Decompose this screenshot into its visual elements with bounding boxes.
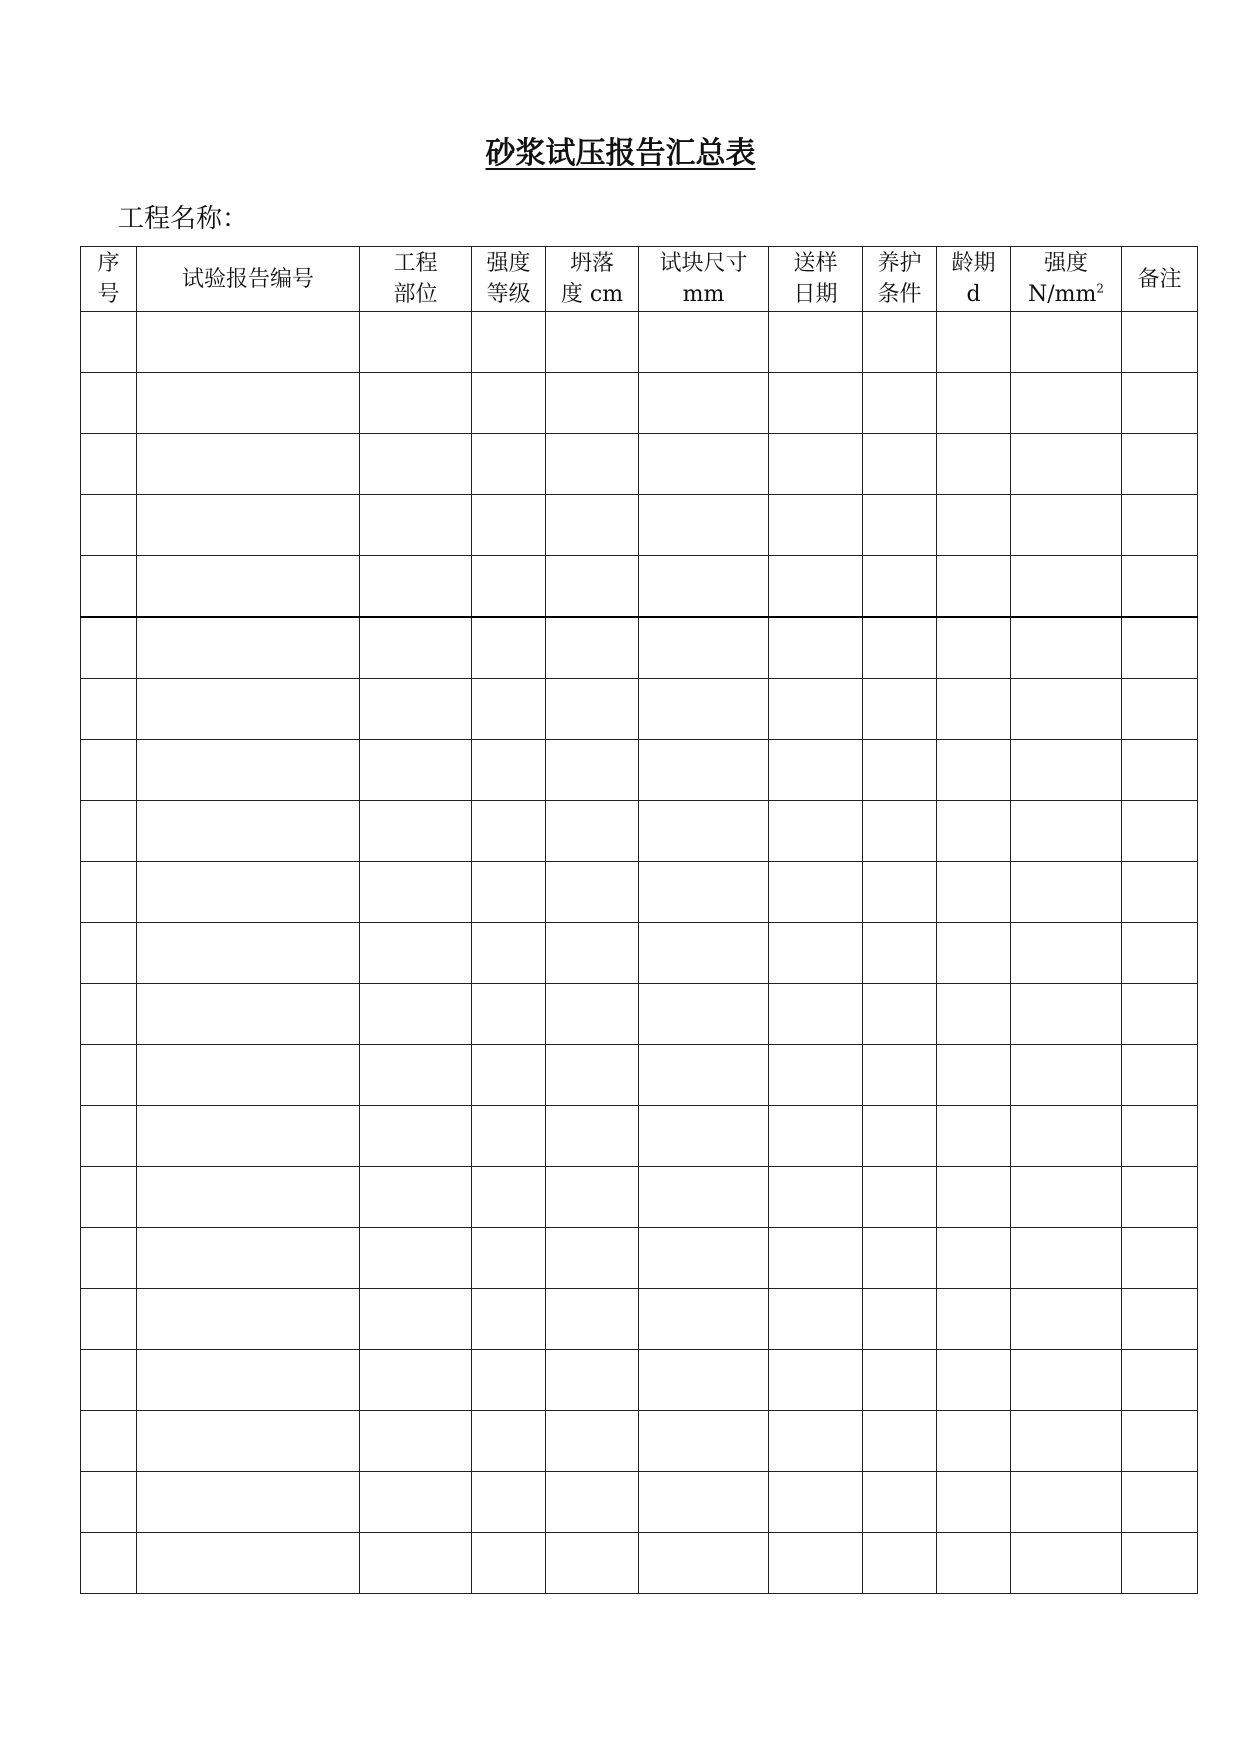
table-cell[interactable] — [639, 740, 769, 801]
table-cell[interactable] — [137, 1289, 360, 1350]
column-header-line: 序 — [97, 251, 120, 276]
table-cell[interactable] — [137, 373, 360, 434]
report-summary-table — [80, 246, 1198, 1594]
column-header — [1011, 247, 1122, 312]
table-cell[interactable] — [639, 1106, 769, 1167]
column-header-line: 送样 — [793, 251, 838, 276]
table-cell[interactable] — [863, 923, 937, 984]
table-cell[interactable] — [81, 617, 137, 679]
table-cell[interactable] — [360, 556, 472, 618]
table-cell[interactable] — [937, 312, 1011, 373]
table-cell[interactable] — [546, 1533, 639, 1594]
table-cell[interactable] — [137, 984, 360, 1045]
table-cell[interactable] — [769, 312, 863, 373]
table-cell[interactable] — [81, 1167, 137, 1228]
column-header-line: $N/mm^2$ — [1027, 281, 1105, 307]
table-cell[interactable] — [863, 495, 937, 556]
table-cell[interactable] — [81, 495, 137, 556]
table-cell[interactable] — [137, 1106, 360, 1167]
table-cell[interactable] — [472, 862, 546, 923]
table-cell[interactable] — [137, 312, 360, 373]
table-cell[interactable] — [472, 923, 546, 984]
table-cell[interactable] — [937, 1228, 1011, 1289]
table-cell[interactable] — [863, 740, 937, 801]
table-cell[interactable] — [137, 495, 360, 556]
column-header-line: 强度 — [1043, 251, 1088, 276]
table-cell[interactable] — [769, 1228, 863, 1289]
table-cell[interactable] — [472, 1289, 546, 1350]
table-cell[interactable] — [769, 617, 863, 679]
table-cell[interactable] — [546, 495, 639, 556]
table-cell[interactable] — [1122, 740, 1198, 801]
table-cell[interactable] — [769, 373, 863, 434]
table-cell[interactable] — [360, 373, 472, 434]
table-cell[interactable] — [769, 1411, 863, 1472]
table-cell[interactable] — [639, 495, 769, 556]
table-cell[interactable] — [1011, 1472, 1122, 1533]
column-header-line: 坍落 — [569, 251, 614, 276]
table-cell[interactable] — [137, 923, 360, 984]
table-cell[interactable] — [1011, 495, 1122, 556]
table-cell[interactable] — [863, 1289, 937, 1350]
table-cell[interactable] — [639, 373, 769, 434]
table-row — [81, 1045, 1198, 1106]
table-cell[interactable] — [1122, 862, 1198, 923]
table-row — [81, 679, 1198, 740]
table-cell[interactable] — [137, 740, 360, 801]
table-cell[interactable] — [1011, 1167, 1122, 1228]
table-cell[interactable] — [639, 1411, 769, 1472]
table-cell[interactable] — [1122, 556, 1198, 618]
table-cell[interactable] — [360, 1411, 472, 1472]
table-cell[interactable] — [546, 1045, 639, 1106]
table-cell[interactable] — [937, 679, 1011, 740]
table-cell[interactable] — [1122, 1350, 1198, 1411]
table-row — [81, 1167, 1198, 1228]
column-header-line: 试验报告编号 — [181, 266, 314, 292]
table-cell[interactable] — [1011, 373, 1122, 434]
table-cell[interactable] — [137, 1350, 360, 1411]
table-cell[interactable] — [863, 1533, 937, 1594]
table-cell[interactable] — [81, 1350, 137, 1411]
table-cell[interactable] — [137, 434, 360, 495]
table-cell[interactable] — [639, 1289, 769, 1350]
table-cell[interactable] — [360, 1472, 472, 1533]
table-cell[interactable] — [472, 1350, 546, 1411]
table-cell[interactable] — [639, 434, 769, 495]
table-cell[interactable] — [937, 495, 1011, 556]
table-cell[interactable] — [472, 1533, 546, 1594]
table-cell[interactable] — [639, 923, 769, 984]
column-header-line: mm — [682, 282, 725, 307]
table-cell[interactable] — [639, 679, 769, 740]
table-cell[interactable] — [81, 373, 137, 434]
table-cell[interactable] — [863, 1350, 937, 1411]
table-cell[interactable] — [1122, 1106, 1198, 1167]
table-cell[interactable] — [360, 679, 472, 740]
table-row — [81, 740, 1198, 801]
table-cell[interactable] — [769, 1350, 863, 1411]
unit-superscript: 2 — [1096, 281, 1105, 296]
table-cell[interactable] — [769, 1167, 863, 1228]
table-cell[interactable] — [937, 1167, 1011, 1228]
table-cell[interactable] — [639, 1045, 769, 1106]
table-cell[interactable] — [81, 801, 137, 862]
table-cell[interactable] — [81, 862, 137, 923]
table-cell[interactable] — [81, 1228, 137, 1289]
table-cell[interactable] — [546, 984, 639, 1045]
table-cell[interactable] — [863, 1472, 937, 1533]
column-header — [769, 247, 863, 312]
table-cell[interactable] — [81, 434, 137, 495]
table-cell[interactable] — [137, 556, 360, 618]
table-cell[interactable] — [81, 984, 137, 1045]
table-cell[interactable] — [863, 617, 937, 679]
table-cell[interactable] — [546, 434, 639, 495]
table-cell[interactable] — [360, 434, 472, 495]
table-cell[interactable] — [769, 1045, 863, 1106]
table-cell[interactable] — [639, 1472, 769, 1533]
table-cell[interactable] — [1122, 495, 1198, 556]
table-cell[interactable] — [1122, 984, 1198, 1045]
table-cell[interactable] — [937, 617, 1011, 679]
table-cell[interactable] — [863, 679, 937, 740]
table-cell[interactable] — [1011, 434, 1122, 495]
document-title-text: 砂浆试压报告汇总表 — [485, 136, 756, 171]
column-header-line: 龄期 — [951, 251, 996, 276]
table-cell[interactable] — [472, 1411, 546, 1472]
column-header-line: 度 cm — [560, 282, 624, 307]
table-cell[interactable] — [546, 740, 639, 801]
table-cell[interactable] — [81, 1472, 137, 1533]
table-cell[interactable] — [360, 923, 472, 984]
table-cell[interactable] — [472, 740, 546, 801]
table-cell[interactable] — [81, 923, 137, 984]
table-cell[interactable] — [937, 373, 1011, 434]
table-cell[interactable] — [1122, 1411, 1198, 1472]
table-cell[interactable] — [546, 1472, 639, 1533]
table-row — [81, 434, 1198, 495]
table-cell[interactable] — [863, 1167, 937, 1228]
table-cell[interactable] — [769, 1533, 863, 1594]
table-cell[interactable] — [81, 1045, 137, 1106]
column-header-line: 工程 — [393, 251, 438, 276]
table-cell[interactable] — [472, 1045, 546, 1106]
table-cell[interactable] — [639, 1533, 769, 1594]
table-cell[interactable] — [546, 1350, 639, 1411]
table-cell[interactable] — [1122, 1289, 1198, 1350]
project-name-label: 工程名称： — [118, 204, 249, 234]
table-cell[interactable] — [137, 1228, 360, 1289]
table-cell[interactable] — [1011, 679, 1122, 740]
column-header-line: 试块尺寸 — [659, 251, 748, 276]
column-header-line: 备注 — [1137, 266, 1182, 292]
table-cell[interactable] — [639, 801, 769, 862]
table-cell[interactable] — [360, 312, 472, 373]
table-cell[interactable] — [360, 1167, 472, 1228]
column-header — [937, 247, 1011, 312]
table-cell[interactable] — [137, 1167, 360, 1228]
table-cell[interactable] — [639, 862, 769, 923]
table-cell[interactable] — [1011, 312, 1122, 373]
table-cell[interactable] — [937, 1106, 1011, 1167]
column-header — [639, 247, 769, 312]
table-cell[interactable] — [472, 801, 546, 862]
table-cell[interactable] — [546, 1106, 639, 1167]
table-cell[interactable] — [360, 1106, 472, 1167]
column-header — [360, 247, 472, 312]
table-cell[interactable] — [472, 1106, 546, 1167]
table-cell[interactable] — [81, 679, 137, 740]
table-cell[interactable] — [472, 556, 546, 618]
table-cell[interactable] — [137, 862, 360, 923]
table-cell[interactable] — [1122, 801, 1198, 862]
table-cell[interactable] — [639, 1350, 769, 1411]
column-header — [863, 247, 937, 312]
table-cell[interactable] — [546, 801, 639, 862]
document-title — [0, 128, 1241, 172]
table-cell[interactable] — [639, 617, 769, 679]
column-header-line: 部位 — [393, 282, 438, 307]
table-cell[interactable] — [472, 1228, 546, 1289]
table-row — [81, 617, 1198, 679]
table-cell[interactable] — [1011, 984, 1122, 1045]
table-cell[interactable] — [863, 801, 937, 862]
table-cell[interactable] — [937, 1350, 1011, 1411]
table-cell[interactable] — [360, 1228, 472, 1289]
table-cell[interactable] — [1011, 801, 1122, 862]
table-cell[interactable] — [546, 862, 639, 923]
table-cell[interactable] — [863, 984, 937, 1045]
table-cell[interactable] — [937, 923, 1011, 984]
table-row — [81, 1350, 1198, 1411]
column-header-line: 养护 — [877, 251, 922, 276]
table-cell[interactable] — [1011, 862, 1122, 923]
column-header-line: 日期 — [793, 282, 838, 307]
table-cell[interactable] — [769, 740, 863, 801]
table-cell[interactable] — [769, 434, 863, 495]
table-cell[interactable] — [863, 1106, 937, 1167]
table-cell[interactable] — [472, 1167, 546, 1228]
column-header-line: 强度 — [486, 251, 531, 276]
table-cell[interactable] — [769, 679, 863, 740]
column-header-line: 条件 — [877, 282, 922, 307]
table-cell[interactable] — [769, 801, 863, 862]
table-cell[interactable] — [1122, 1167, 1198, 1228]
table-cell[interactable] — [863, 1045, 937, 1106]
table-cell[interactable] — [769, 1106, 863, 1167]
table-cell[interactable] — [1011, 556, 1122, 618]
table-cell[interactable] — [472, 679, 546, 740]
table-cell[interactable] — [1011, 923, 1122, 984]
table-cell[interactable] — [1122, 312, 1198, 373]
table-cell[interactable] — [1011, 1289, 1122, 1350]
table-cell[interactable] — [546, 373, 639, 434]
column-header-line: 等级 — [486, 282, 531, 307]
column-header — [81, 247, 137, 312]
table-cell[interactable] — [1011, 1106, 1122, 1167]
table-row — [81, 373, 1198, 434]
table-cell[interactable] — [769, 1472, 863, 1533]
table-cell[interactable] — [937, 1289, 1011, 1350]
table-cell[interactable] — [1122, 1228, 1198, 1289]
table-cell[interactable] — [1122, 679, 1198, 740]
table-cell[interactable] — [1122, 1533, 1198, 1594]
table-cell[interactable] — [1122, 434, 1198, 495]
table-cell[interactable] — [360, 1045, 472, 1106]
table-cell[interactable] — [81, 312, 137, 373]
table-cell[interactable] — [863, 862, 937, 923]
table-row — [81, 495, 1198, 556]
table-cell[interactable] — [546, 1411, 639, 1472]
table-cell[interactable] — [472, 984, 546, 1045]
table-cell[interactable] — [137, 1533, 360, 1594]
table-cell[interactable] — [1011, 617, 1122, 679]
table-cell[interactable] — [137, 679, 360, 740]
table-body — [81, 312, 1198, 1594]
table-row — [81, 556, 1198, 618]
table-row — [81, 923, 1198, 984]
table-row — [81, 1472, 1198, 1533]
table-cell[interactable] — [863, 434, 937, 495]
table-cell[interactable] — [1122, 923, 1198, 984]
table-cell[interactable] — [937, 1533, 1011, 1594]
table-cell[interactable] — [937, 801, 1011, 862]
column-header — [546, 247, 639, 312]
table-row — [81, 1289, 1198, 1350]
table-cell[interactable] — [937, 862, 1011, 923]
table-cell[interactable] — [81, 1411, 137, 1472]
table-cell[interactable] — [360, 801, 472, 862]
table-cell[interactable] — [863, 1411, 937, 1472]
table-cell[interactable] — [360, 1289, 472, 1350]
table-cell[interactable] — [360, 495, 472, 556]
table-cell[interactable] — [546, 1289, 639, 1350]
table-cell[interactable] — [639, 984, 769, 1045]
table-cell[interactable] — [1122, 1472, 1198, 1533]
column-header-line: 号 — [97, 282, 120, 307]
table-row — [81, 312, 1198, 373]
table-cell[interactable] — [1011, 1228, 1122, 1289]
table-cell[interactable] — [360, 617, 472, 679]
table-cell[interactable] — [546, 923, 639, 984]
table-cell[interactable] — [937, 1472, 1011, 1533]
table-cell[interactable] — [769, 923, 863, 984]
table-cell[interactable] — [769, 984, 863, 1045]
table-cell[interactable] — [863, 1228, 937, 1289]
table-row — [81, 1228, 1198, 1289]
column-header — [1122, 247, 1198, 312]
table-cell[interactable] — [81, 1106, 137, 1167]
column-header — [472, 247, 546, 312]
table-cell[interactable] — [1011, 1533, 1122, 1594]
table-cell[interactable] — [81, 556, 137, 618]
table-row — [81, 984, 1198, 1045]
table-cell[interactable] — [769, 495, 863, 556]
table-cell[interactable] — [472, 434, 546, 495]
table-cell[interactable] — [769, 556, 863, 618]
table-cell[interactable] — [137, 617, 360, 679]
table-cell[interactable] — [1122, 1045, 1198, 1106]
table-cell[interactable] — [137, 801, 360, 862]
column-header — [137, 247, 360, 312]
table-cell[interactable] — [81, 1289, 137, 1350]
table-cell[interactable] — [360, 1533, 472, 1594]
table-cell[interactable] — [546, 1228, 639, 1289]
table-cell[interactable] — [1122, 617, 1198, 679]
table-cell[interactable] — [81, 1533, 137, 1594]
table-row — [81, 1533, 1198, 1594]
table-cell[interactable] — [137, 1045, 360, 1106]
table-cell[interactable] — [639, 1167, 769, 1228]
table-cell[interactable] — [769, 1289, 863, 1350]
table-cell[interactable] — [1011, 1045, 1122, 1106]
table-cell[interactable] — [937, 740, 1011, 801]
table-header-row — [81, 247, 1198, 312]
table-cell[interactable] — [546, 1167, 639, 1228]
table-cell[interactable] — [360, 740, 472, 801]
table-cell[interactable] — [472, 617, 546, 679]
table-cell[interactable] — [81, 740, 137, 801]
table-cell[interactable] — [546, 556, 639, 618]
table-cell[interactable] — [360, 984, 472, 1045]
table-cell[interactable] — [1122, 373, 1198, 434]
table-cell[interactable] — [863, 312, 937, 373]
table-cell[interactable] — [937, 984, 1011, 1045]
table-cell[interactable] — [639, 556, 769, 618]
table-cell[interactable] — [639, 1228, 769, 1289]
table-cell[interactable] — [137, 1472, 360, 1533]
table-cell[interactable] — [360, 1350, 472, 1411]
table-cell[interactable] — [472, 1472, 546, 1533]
table-cell[interactable] — [472, 373, 546, 434]
table-cell[interactable] — [863, 373, 937, 434]
table-cell[interactable] — [937, 1045, 1011, 1106]
table-row — [81, 1411, 1198, 1472]
table-cell[interactable] — [1011, 740, 1122, 801]
table-cell[interactable] — [546, 679, 639, 740]
table-cell[interactable] — [937, 434, 1011, 495]
table-cell[interactable] — [472, 312, 546, 373]
table-row — [81, 862, 1198, 923]
table-cell[interactable] — [472, 495, 546, 556]
table-cell[interactable] — [546, 312, 639, 373]
table-cell[interactable] — [769, 862, 863, 923]
table-row — [81, 801, 1198, 862]
table-cell[interactable] — [546, 617, 639, 679]
table-cell[interactable] — [137, 1411, 360, 1472]
table-row — [81, 1106, 1198, 1167]
table-cell[interactable] — [937, 1411, 1011, 1472]
table-cell[interactable] — [360, 862, 472, 923]
table-cell[interactable] — [937, 556, 1011, 618]
table-cell[interactable] — [1011, 1411, 1122, 1472]
table-cell[interactable] — [639, 312, 769, 373]
table-cell[interactable] — [1011, 1350, 1122, 1411]
column-header-line: d — [966, 282, 981, 307]
table-cell[interactable] — [863, 556, 937, 618]
